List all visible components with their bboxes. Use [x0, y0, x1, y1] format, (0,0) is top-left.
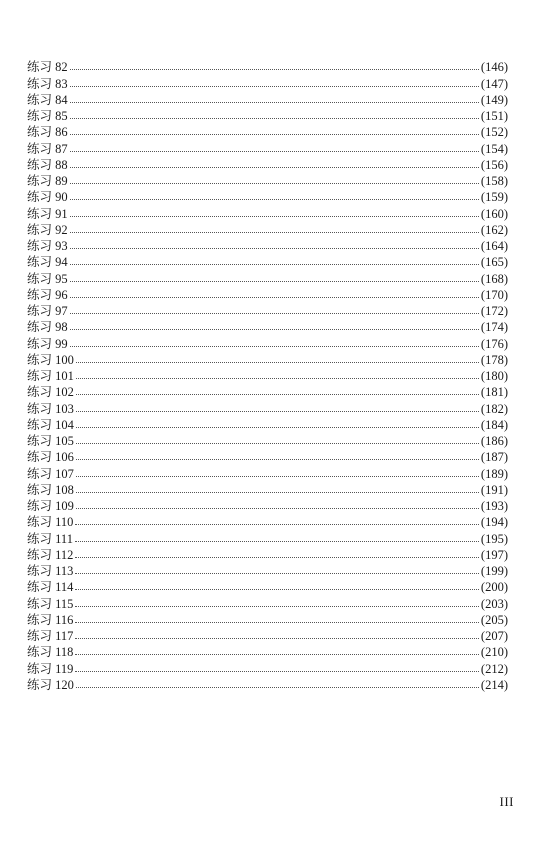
- toc-entry-label: 练习 109: [27, 499, 74, 513]
- toc-entry-page: (146): [480, 60, 508, 75]
- toc-entry[interactable]: [27, 221, 508, 237]
- toc-entry-label: 练习 85: [27, 109, 68, 123]
- toc-dot-leader: [75, 606, 479, 607]
- toc-dot-leader: [75, 589, 479, 590]
- toc-dot-leader: [70, 281, 479, 282]
- toc-entry-page: (193): [480, 499, 508, 513]
- toc-entry[interactable]: [27, 204, 508, 220]
- toc-entry-page: (197): [480, 547, 508, 562]
- toc-entry-label: 练习 106: [27, 450, 74, 465]
- toc-dot-leader: [70, 183, 479, 184]
- toc-entry-page: (165): [480, 255, 508, 270]
- toc-entry-page: (203): [480, 596, 508, 611]
- toc-dot-leader: [70, 86, 479, 87]
- toc-entry-page: (168): [480, 271, 508, 286]
- toc-entry-page: (160): [480, 206, 508, 221]
- toc-entry-page: (174): [480, 320, 508, 335]
- toc-entry-label: 练习 91: [27, 206, 68, 221]
- toc-dot-leader: [76, 378, 479, 379]
- toc-entry[interactable]: [27, 74, 508, 90]
- toc-entry[interactable]: [27, 627, 508, 643]
- toc-entry-page: (149): [480, 92, 508, 107]
- toc-dot-leader: [70, 199, 479, 200]
- toc-dot-leader: [75, 524, 479, 525]
- toc-entry-page: (214): [480, 677, 508, 692]
- toc-entry[interactable]: [27, 546, 508, 562]
- toc-entry-label: 练习 82: [27, 60, 68, 75]
- toc-entry[interactable]: [27, 513, 508, 529]
- toc-entry-label: 练习 117: [27, 629, 74, 643]
- toc-entry[interactable]: [27, 562, 508, 578]
- toc-entry-label: 练习 113: [27, 564, 74, 578]
- toc-entry-page: (187): [480, 450, 508, 465]
- toc-dot-leader: [70, 329, 479, 330]
- toc-entry-label: 练习 105: [27, 434, 74, 448]
- toc-dot-leader: [70, 297, 479, 298]
- toc-entry-label: 练习 95: [27, 271, 68, 286]
- toc-entry[interactable]: [27, 351, 508, 367]
- toc-entry-page: (159): [480, 190, 508, 205]
- toc-dot-leader: [70, 69, 479, 70]
- toc-entry-label: 练习 115: [27, 596, 74, 611]
- toc-dot-leader: [76, 508, 479, 509]
- toc-entry-page: (191): [480, 482, 508, 497]
- toc-entry[interactable]: [27, 302, 508, 318]
- toc-entry-page: (200): [480, 580, 508, 595]
- toc-dot-leader: [76, 362, 479, 363]
- toc-entry-page: (178): [480, 352, 508, 367]
- toc-entry-label: 练习 93: [27, 239, 68, 253]
- toc-entry-page: (186): [480, 434, 508, 448]
- toc-dot-leader: [76, 687, 479, 688]
- toc-dot-leader: [76, 427, 479, 428]
- toc-dot-leader: [70, 167, 479, 168]
- toc-entry[interactable]: [27, 594, 508, 610]
- toc-entry-label: 练习 116: [27, 612, 74, 627]
- toc-entry[interactable]: [27, 399, 508, 415]
- toc-entry-label: 练习 87: [27, 141, 68, 156]
- toc-entry-label: 练习 100: [27, 352, 74, 367]
- toc-entry-page: (172): [480, 304, 508, 318]
- toc-entry-label: 练习 94: [27, 255, 68, 270]
- toc-entry[interactable]: [27, 188, 508, 204]
- toc-dot-leader: [76, 492, 479, 493]
- toc-entry-label: 练习 120: [27, 677, 74, 692]
- table-of-contents: [27, 58, 508, 692]
- toc-entry-label: 练习 112: [27, 547, 74, 562]
- toc-entry[interactable]: [27, 58, 508, 74]
- toc-entry-page: (176): [480, 336, 508, 351]
- toc-entry[interactable]: [27, 172, 508, 188]
- toc-entry[interactable]: [27, 643, 508, 659]
- toc-entry-label: 练习 104: [27, 417, 74, 432]
- toc-entry-page: (199): [480, 564, 508, 578]
- toc-entry-label: 练习 92: [27, 222, 68, 237]
- toc-entry-label: 练习 88: [27, 157, 68, 172]
- toc-dot-leader: [75, 573, 479, 574]
- toc-entry-page: (207): [480, 629, 508, 643]
- toc-entry-page: (164): [480, 239, 508, 253]
- toc-dot-leader: [75, 557, 479, 558]
- toc-entry-label: 练习 98: [27, 320, 68, 335]
- toc-entry-label: 练习 108: [27, 482, 74, 497]
- toc-entry-label: 练习 118: [27, 645, 74, 660]
- toc-entry-page: (180): [480, 369, 508, 383]
- toc-entry-label: 练习 107: [27, 466, 74, 481]
- toc-entry-page: (210): [480, 645, 508, 660]
- toc-entry-label: 练习 102: [27, 385, 74, 400]
- toc-entry[interactable]: [27, 237, 508, 253]
- toc-entry-label: 练习 111: [27, 531, 73, 546]
- toc-dot-leader: [76, 459, 479, 460]
- toc-entry-label: 练习 99: [27, 336, 68, 351]
- toc-entry-label: 练习 83: [27, 76, 68, 91]
- toc-entry-label: 练习 114: [27, 580, 74, 595]
- toc-dot-leader: [76, 394, 479, 395]
- toc-dot-leader: [70, 134, 479, 135]
- toc-entry-label: 练习 90: [27, 190, 68, 205]
- toc-entry[interactable]: [27, 253, 508, 269]
- page-number: III: [499, 794, 514, 809]
- toc-entry-page: (147): [480, 76, 508, 91]
- toc-entry[interactable]: [27, 529, 508, 545]
- toc-dot-leader: [75, 671, 479, 672]
- toc-entry-label: 练习 101: [27, 369, 74, 383]
- toc-entry[interactable]: [27, 611, 508, 627]
- toc-entry-page: (195): [480, 531, 508, 546]
- toc-dot-leader: [76, 443, 479, 444]
- toc-dot-leader: [70, 118, 479, 119]
- toc-entry-page: (182): [480, 401, 508, 416]
- toc-dot-leader: [75, 638, 479, 639]
- toc-entry-page: (170): [480, 287, 508, 302]
- toc-entry[interactable]: [27, 139, 508, 155]
- toc-entry[interactable]: [27, 286, 508, 302]
- toc-dot-leader: [76, 476, 479, 477]
- toc-entry-page: (158): [480, 174, 508, 188]
- toc-entry-page: (212): [480, 661, 508, 676]
- toc-entry-page: (152): [480, 125, 508, 140]
- toc-dot-leader: [70, 313, 479, 314]
- toc-entry-page: (154): [480, 141, 508, 156]
- toc-entry-page: (184): [480, 417, 508, 432]
- toc-entry[interactable]: [27, 448, 508, 464]
- toc-entry-label: 练习 86: [27, 125, 68, 140]
- toc-dot-leader: [70, 248, 479, 249]
- toc-entry[interactable]: [27, 156, 508, 172]
- toc-dot-leader: [70, 264, 479, 265]
- toc-dot-leader: [76, 411, 479, 412]
- toc-dot-leader: [70, 346, 479, 347]
- toc-dot-leader: [70, 216, 479, 217]
- toc-entry-page: (181): [480, 385, 508, 400]
- toc-entry[interactable]: [27, 383, 508, 399]
- toc-entry[interactable]: [27, 334, 508, 350]
- toc-entry[interactable]: [27, 107, 508, 123]
- toc-entry[interactable]: [27, 91, 508, 107]
- toc-entry-page: (162): [480, 222, 508, 237]
- toc-entry-label: 练习 84: [27, 92, 68, 107]
- toc-entry-label: 练习 97: [27, 304, 68, 318]
- toc-entry[interactable]: [27, 659, 508, 675]
- toc-entry-page: (194): [480, 515, 508, 530]
- toc-entry[interactable]: [27, 123, 508, 139]
- toc-entry[interactable]: [27, 481, 508, 497]
- toc-entry-page: (151): [480, 109, 508, 123]
- toc-entry-label: 练习 103: [27, 401, 74, 416]
- toc-dot-leader: [75, 541, 479, 542]
- toc-entry[interactable]: [27, 416, 508, 432]
- toc-entry[interactable]: [27, 578, 508, 594]
- toc-entry-label: 练习 110: [27, 515, 74, 530]
- toc-dot-leader: [70, 232, 479, 233]
- toc-entry[interactable]: [27, 318, 508, 334]
- toc-entry-label: 练习 89: [27, 174, 68, 188]
- toc-entry-page: (156): [480, 157, 508, 172]
- toc-entry-label: 练习 96: [27, 287, 68, 302]
- toc-entry[interactable]: [27, 432, 508, 448]
- toc-entry[interactable]: [27, 676, 508, 692]
- toc-dot-leader: [75, 654, 479, 655]
- toc-entry[interactable]: [27, 367, 508, 383]
- toc-dot-leader: [70, 102, 479, 103]
- toc-entry-label: 练习 119: [27, 661, 74, 676]
- toc-entry-page: (205): [480, 612, 508, 627]
- toc-entry[interactable]: [27, 464, 508, 480]
- toc-entry-page: (189): [480, 466, 508, 481]
- toc-dot-leader: [75, 622, 479, 623]
- toc-entry[interactable]: [27, 497, 508, 513]
- toc-dot-leader: [70, 151, 479, 152]
- toc-entry[interactable]: [27, 269, 508, 285]
